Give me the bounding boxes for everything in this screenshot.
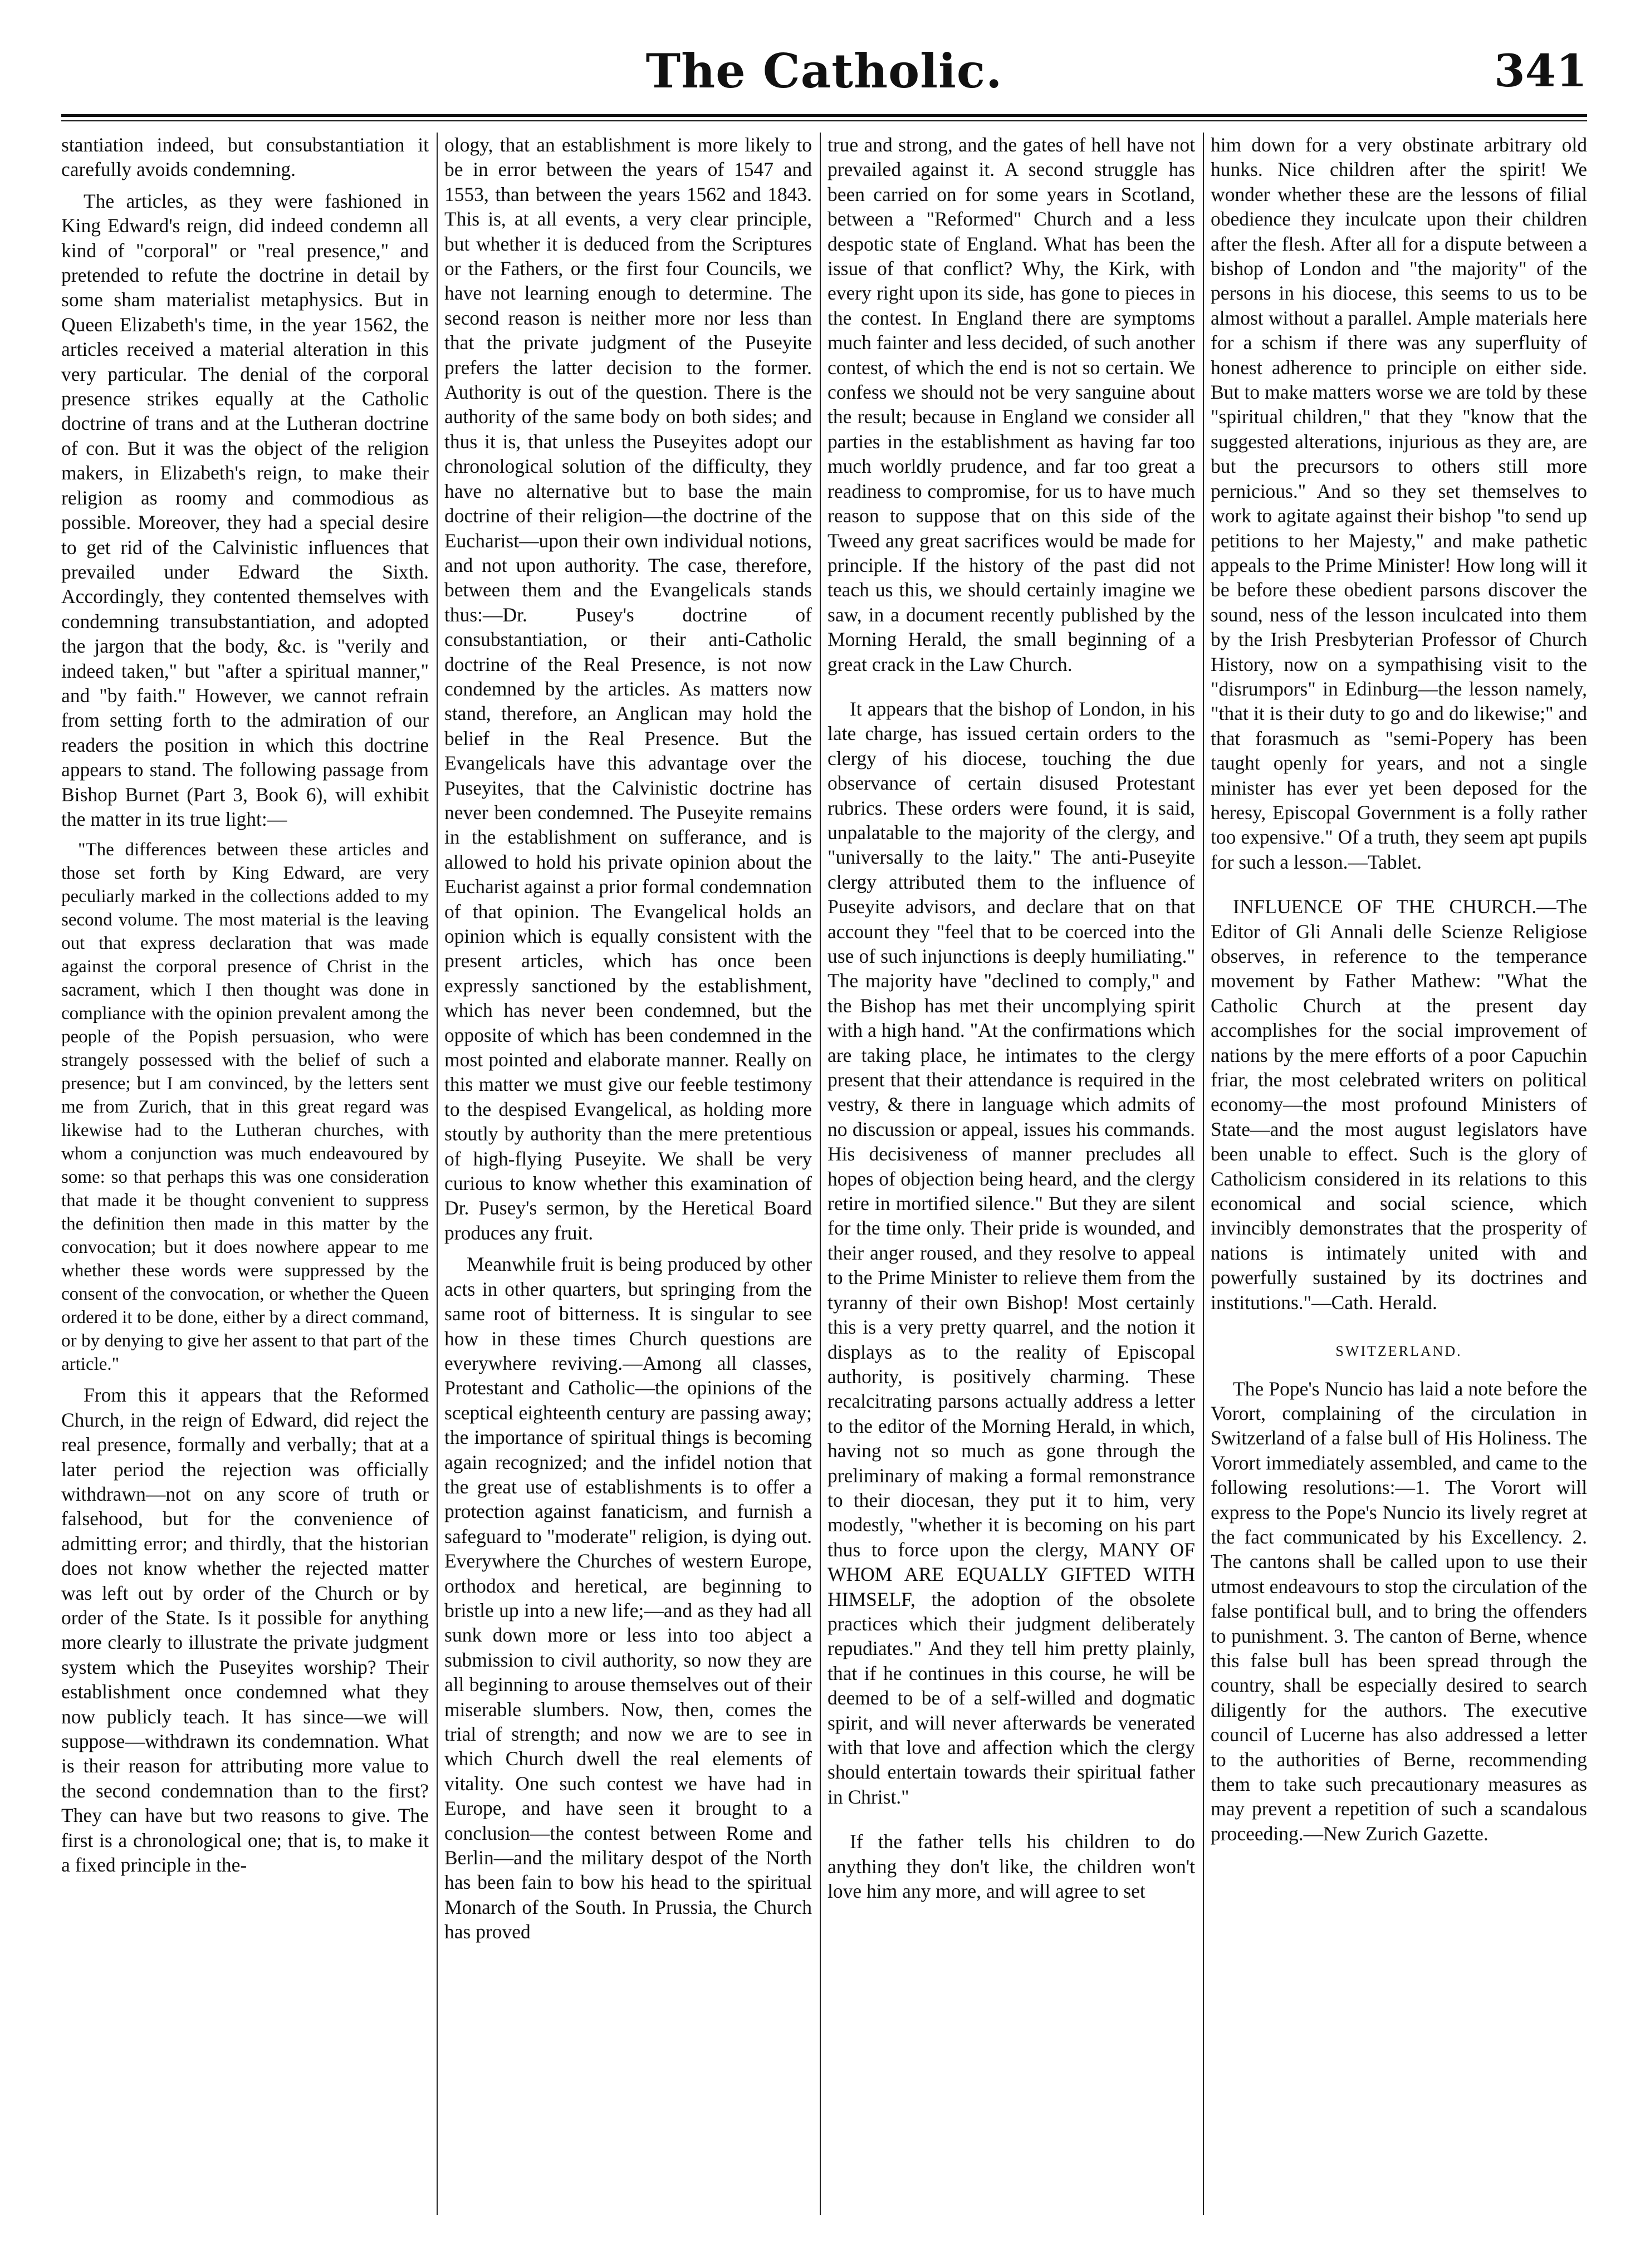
paragraph: stantiation indeed, but consubstantiation it carefully avoids condemning. [61, 134, 429, 181]
paragraph: It appears that the bishop of London, in his late charge, has issued certain orders to the clergy of his diocese, touching the due observance of certain disused Protestant rubrics. These orders were found, it is said, unpalatable to the majority of the clergy, and "universally to the laity." The anti-Puseyite clergy attributed them to the influence of Puseyite advisors, and declare that on that account they "feel that to be coerced into the use of such injunctions is deeply humiliating." The majority have "declined to comply," and the Bishop has met their uncomplying spirit with a high hand. "At the confirmations which are taking place, he intimates to the clergy present that their attendance is required in the vestry, & there in language which admits of no discussion or appeal, issues his commands. His decisiveness of manner precludes all hopes of objection being heard, and the clergy retire in mortified silence." But they are silent for the time only. Their pride is wounded, and their anger roused, and they resolve to appeal to the Prime Minister to relieve them from the tyranny of their own Bishop! Most certainly this is a very pretty quarrel, and the notion it displays as to the reality of Episcopal authority, is positively charming. These recalcitrating parsons actually address a letter to the editor of the Morning Herald, in which, having not so much as gone through the preliminary of making a formal remonstrance to their diocesan, they put it to him, very modestly, "whether it is becoming on his part thus to force upon the clergy, MANY OF WHOM ARE EQUALLY GIFTED WITH HIMSELF, the adoption of the obsolete practices which their judgment deliberately repudiates." And they tell him pretty plainly, that if he continues in this course, he will be deemed to be of a self-willed and dogmatic spirit, and will never afterwards be venerated with that love and affection which the clergy should entertain towards their spiritual father in Christ." [828, 697, 1195, 1808]
column-4 [1211, 133, 1587, 2226]
page-header [61, 32, 1587, 116]
paragraph: From this it appears that the Reformed Church, in the reign of Edward, did reject the real presence, formally and verbally; that at a later period the rejection was officially withdrawn—not on any score of truth or falsehood, but for the convenience of admitting error; and thirdly, that the historian does not know whether the rejected matter was left out by order of the Church or by order of the State. Is it possible for anything more clearly to illustrate the private judgment system which the Puseyites worship? Their establishment once condemned what they now publicly teach. It has since—we will suppose—withdrawn its condemnation. What is their reason for attributing more value to the second condemnation than to the first? They can have but two reasons to give. The first is a chronological one; that is, to make it a fixed principle in the- [61, 1384, 429, 1877]
paragraph: Meanwhile fruit is being produced by other acts in other quarters, but springing from the same root of bitterness. It is singular to see how in these times Church questions are everywhere reviving.—Among all classes, Protestant and Catholic—the opinions of the sceptical eighteenth century are passing away; the importance of spiritual things is becoming again recognized; and the infidel notion that the great use of establishments is to offer a protection against fanaticism, and furnish a safeguard to "moderate" religion, is dying out. Everywhere the Churches of western Europe, orthodox and heretical, are beginning to bristle up into a new life;—and as they had all sunk down more or less into too abject a submission to civil authority, so now they are all beginning to arouse themselves out of their miserable slumbers. Now, then, comes the trial of strength; and now we are to see in which Church dwell the real elements of vitality. One such contest we have had in Europe, and have seen it brought to a conclusion—the contest between Rome and Berlin—and the military despot of the North has been fain to bow his head to the spiritual Monarch of the South. In Prussia, the Church has proved [444, 1253, 812, 1943]
paragraph: true and strong, and the gates of hell have not prevailed against it. A second struggle has been carried on for some years in Scotland, between a "Reformed" Church and a less despotic state of England. What has been the issue of that conflict? Why, the Kirk, with every right upon its side, has gone to pieces in the contest. In England there are symptoms much fainter and less decided, of such another contest, of which the end is not so certain. We confess we should not be very sanguine about the result; because in England we consider all parties in the establishment as having far too much worldly prudence, and far too great a readiness to compromise, for us to have much reason to suppose that on this side of the Tweed any great sacrifices would be made for principle. If the history of the past did not teach us this, we should certainly imagine we saw, in a document recently published by the Morning Herald, the small beginning of a great crack in the Law Church. [828, 134, 1195, 675]
paragraph: him down for a very obstinate arbitrary old hunks. Nice children after the spirit! We wonder whether these are the lessons of filial obedience they inculcate upon their children after the flesh. After all for a dispute between a bishop of London and "the majority" of the persons in his diocese, this seems to us to be almost without a parallel. Ample materials here for a schism if there was any superfluity of honest adherence to principle on either side. But to make matters worse we are told by these "spiritual children," that they "know that the suggested alterations, injurious as they are, are but the precursors to others still more pernicious." And so they set themselves to work to agitate against their bishop "to send up petitions to her Majesty," and make pathetic appeals to the Prime Minister! How long will it be before these obedient parsons discover the sound, ness of the lesson inculcated into them by the Irish Presbyterian Professor of Church History, now on a sympathising visit to the "disrumpors" in Edinburg—the lesson namely, "that it is their duty to go and do likewise;" and that forasmuch as "semi-Popery has been taught openly for years, and not a single minister has ever yet been deposed for the heresy, Episcopal Government is a folly rather too expensive." Of a truth, they seem apt pupils for such a lesson.—Tablet. [1211, 134, 1587, 873]
text-columns [61, 133, 1587, 2226]
column-divider [437, 133, 438, 2215]
paragraph: ology, that an establishment is more likely to be in error between the years of 1547 and 1553, than between the years 1562 and 1843. This is, at all events, a very clear principle, but whether it is deduced from the Scriptures or the Fathers, or the first four Councils, we have not learning enough to determine. The second reason is neither more nor less than that the private judgment of the Puseyite prefers the latter decision to the former. Authority is out of the question. There is the authority of the same body on both sides; and thus it is, that unless the Puseyites adopt our chronological solution of the difficulty, they have no alternative but to base the main doctrine of their religion—the doctrine of the Eucharist—upon their own individual notions, and not upon authority. The case, therefore, between them and the Evangelicals stands thus:—Dr. Pusey's doctrine of consubstantiation, or their anti-Catholic doctrine of the Real Presence, is not now condemned by the articles. As matters now stand, therefore, an Anglican may hold the belief in the Real Presence. But the Evangelicals have this advantage over the Puseyites, that the Calvinistic doctrine has never been condemned. The Puseyite remains in the establishment on sufferance, and is allowed to hold his private opinion about the Eucharist against a prior formal condemnation of that opinion. The Evangelical holds an opinion which is equally consistent with the present articles, which has once been expressly sanctioned by the establishment, which has never been condemned, but the opposite of which has been condemned in the most pointed and elaborate manner. Really on this matter we must give our feeble testimony to the despised Evangelical, as holding more stoutly by authority than the mere pretentious of high-flying Puseyite. We shall be very curious to know whether this examination of Dr. Pusey's sermon, by the Heretical Board produces any fruit. [444, 134, 812, 1244]
column-3 [828, 133, 1195, 2226]
column-1 [61, 133, 429, 2226]
header-rule-thin [61, 120, 1587, 121]
paragraph: The articles, as they were fashioned in King Edward's reign, did indeed condemn all kind of "corporal" or "real presence," and pretended to refute the doctrine in detail by some sham materialist metaphysics. But in Queen Elizabeth's time, in the year 1562, the articles received a material alteration in this very particular. The denial of the corporal presence strikes equally at the Catholic doctrine of trans and at the Lutheran doctrine of con. But it was the object of the religion makers, in Elizabeth's reign, to make their religion as roomy and commodious as possible. Moreover, they had a special desire to get rid of the Calvinistic influences that prevailed under Edward the Sixth. Accordingly, they contented themselves with condemning transubstantiation, and adopted the jargon that the body, &c. is "verily and indeed taken," but "after a spiritual manner," and "by faith." However, we cannot refrain from setting forth to the admiration of our readers the position in which this doctrine appears to stand. The following passage from Bishop Burnet (Part 3, Book 6), will exhibit the matter in its true light:— [61, 189, 429, 830]
header-rule-thick [61, 114, 1587, 117]
paragraph: INFLUENCE OF THE CHURCH.—The Editor of Gli Annali delle Scienze Religiose observes, in reference to the temperance movement by Father Mathew: "What the Catholic Church at the present day accomplishes for the social improvement of nations by the mere efforts of a poor Capuchin friar, the most celebrated writers on political economy—the most profound Ministers of State—and the most august legislators have been unable to effect. Such is the glory of Catholicism considered in its relations to this economical and social science, which invincibly demonstrates that the prosperity of nations is intimately united with and powerfully sustained by its doctrines and institutions."—Cath. Herald. [1211, 895, 1587, 1314]
quoted-passage: "The differences between these articles and those set forth by King Edward, are very peculiarly marked in the collections added to my second volume. The most material is the leaving out that express declaration that was made against the corporal presence of Christ in the sacrament, which I then thought was done in compliance with the opinion prevalent among the people of the Popish persuasion, who were strangely possessed with the belief of such a presence; but I am convinced, by the letters sent me from Zurich, that in this great regard was likewise had to the Lutheran churches, with whom a conjunction was much endeavoured by some: so that perhaps this was one consideration that made it be thought convenient to suppress the definition then made in this matter by the convocation; but it does nowhere appear to me whether these words were suppressed by the consent of the convocation, or whether the Queen ordered it to be done, either by a direct command, or by denying to give her assent to that part of the article." [61, 840, 429, 1375]
column-divider [820, 133, 821, 2215]
section-heading: SWITZERLAND. [1335, 1343, 1462, 1360]
paragraph: The Pope's Nuncio has laid a note before the Vorort, complaining of the circulation in Switzerland of a false bull of His Holiness. The Vorort immediately assembled, and came to the following resolutions:—1. The Vorort will express to the Pope's Nuncio its lively regret at the fact communicated by his Excellency. 2. The cantons shall be called upon to use their utmost endeavours to stop the circulation of the false pontifical bull, and to bring the offenders to punishment. 3. The canton of Berne, whence this false bull has been spread through the country, shall be especially desired to search diligently for the authors. The executive council of Lucerne has also addressed a letter to the authorities of Berne, recommending them to take such precautionary measures as may prevent a repetition of such a scandalous proceeding.—New Zurich Gazette. [1211, 1377, 1587, 1845]
paragraph: If the father tells his children to do anything they don't like, the children won't love him any more, and will agree to set [828, 1830, 1195, 1903]
column-divider [1203, 133, 1204, 2215]
column-2 [444, 133, 812, 2226]
page-title: The Catholic. [645, 43, 1003, 99]
page-number: 341 [1494, 45, 1587, 97]
